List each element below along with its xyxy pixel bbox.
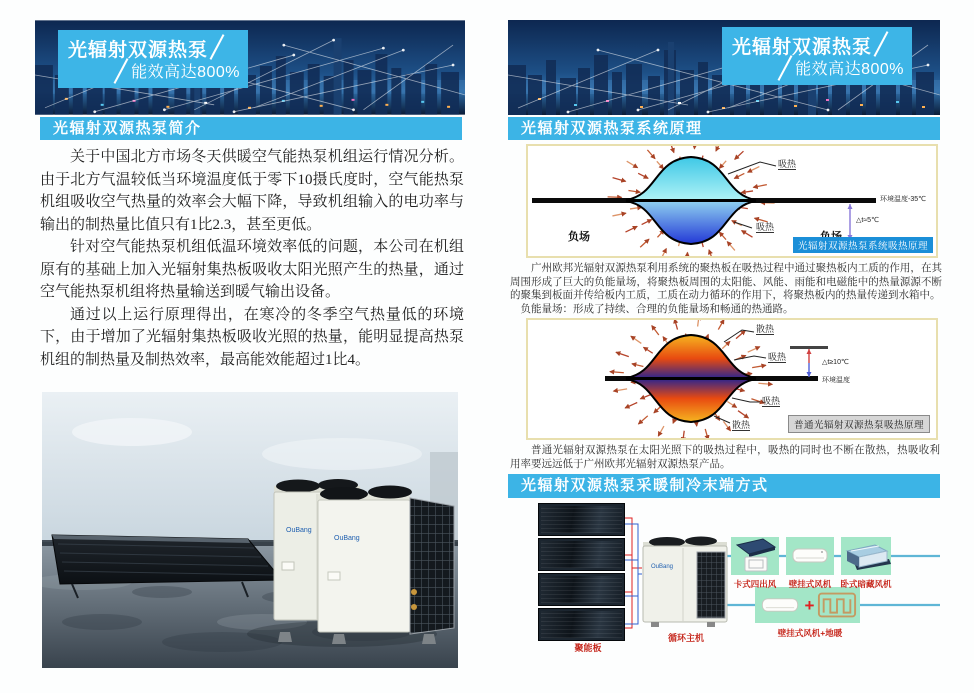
banner-subtitle: 能效高达800% [131,64,240,81]
banner-title-box [58,30,248,88]
banner-title: 光辐射双源热泵 [732,37,873,58]
slash-decoration [114,58,129,84]
field-paragraph: 负能量场：形成了持续、合理的负能量场和畅通的热通路。 [520,303,794,315]
floor-heating-icon [817,591,857,619]
absorb-label-bottom: 吸热 [756,222,775,232]
plus-sign: + [804,595,815,615]
section-title-intro: 光辐射双源热泵简介 [40,117,462,140]
banner-title-box [722,27,912,85]
ordinary-description [510,444,940,471]
diagram-system-absorb [526,144,938,258]
heat-blob-top [626,335,756,378]
intro-paragraph: 关于中国北方市场冬天供暖空气能热泵机组运行情况分析。由于北方气温较低当环境温度低于零下10摄氏度时，空气能热泵机组吸收空气热量的效率会大幅下降，导致机组输入的电功率与输出的制热量比值只有1比2.3，甚至更低。 [40,149,464,233]
slash-decoration [874,31,889,57]
slash-decoration [778,55,793,81]
banner-left [35,20,465,115]
brand-logo: OuBang [286,527,312,534]
unit-grille [410,498,454,634]
cassette-unit [731,537,779,575]
wall-unit-icon [758,590,802,620]
collector-panel [538,573,625,606]
brand-logo: OuBang [651,564,674,570]
delta-t-label: △t≈5℃ [856,217,879,224]
combo-label: 壁挂式风机+地暖 [777,628,843,638]
section-title-system-principle: 光辐射双源热泵系统原理 [508,117,940,140]
intro-text [40,146,464,371]
absorb-label-lower: 吸热 [762,396,781,406]
unit-grille [697,552,725,618]
negative-field-left: 负场 [568,231,590,243]
ambient-temp-label: 环境温度-35℃ [880,196,926,203]
ambient-temp-label: 环境温度 [822,377,850,384]
diagram-ordinary-absorb [526,318,938,440]
terminal-diagram [508,500,940,672]
collector-panel [538,503,625,536]
diagram-caption: 普通光辐射双源热泵吸热原理 [788,415,930,433]
absorb-label-top: 吸热 [778,159,797,169]
cassette-label: 卡式四出风 [733,579,777,589]
wall-mounted-unit [786,537,834,575]
banner-subtitle: 能效高达800% [795,61,904,78]
ducted-unit-icon [841,537,891,575]
intro-paragraph: 针对空气能热泵机组低温环境效率低的问题，本公司在机组原有的基础上加入光辐射集热板吸收太阳光照产生的热量，通过空气能热泵机组将热量输送到暖气输出设备。 [40,239,464,300]
ordinary-paragraph: 普通光辐射双源热泵在太阳光照下的吸热过程中，吸热的同时也不断在散热，热吸收利用率要远远低于广州欧邦光辐射双源热泵产品。 [510,445,940,470]
heat-pump-units [274,479,454,644]
cassette-icon [731,537,779,575]
slash-decoration [210,34,225,60]
dissipate-label-bottom: 散热 [732,420,751,430]
wall-unit-label: 壁挂式风机 [788,579,832,589]
banner-title: 光辐射双源热泵 [68,40,209,61]
combo-unit [755,587,860,623]
brand-logo: OuBang [334,535,360,542]
energy-field-top [626,157,756,200]
main-unit-label: 循环主机 [667,633,704,643]
dissipate-label-top: 散热 [756,324,775,334]
delta-t-label: △t≥10℃ [822,359,849,366]
rooftop-photo [42,392,458,668]
collector-label: 聚能板 [574,643,602,653]
collector-panel [538,608,625,641]
ducted-unit [841,537,891,575]
system-paragraph: 广州欧邦光辐射双源热泵利用系统的聚热板在吸热过程中通过聚热板内工质的作用，在其周围形成了巨大的负能量场，将聚热板周围的太阳能、风能、雨能和电磁能中的热量源源不断的聚集到板面并传给板内工质，工质在动力循环的作用下，将聚热板内的热量传递到水箱中。 [510,263,942,301]
absorb-label-right: 吸热 [768,352,787,362]
collector-panel [538,538,625,571]
main-unit [641,532,729,628]
banner-right [508,20,940,115]
heat-blob-bottom [626,379,756,422]
diagram-caption: 光辐射双源热泵系统吸热原理 [793,237,933,253]
ducted-unit-label: 卧式暗藏风机 [840,579,892,589]
system-description [510,262,942,316]
section-title-terminal: 光辐射双源热泵采暖制冷末端方式 [508,474,940,498]
intro-paragraph: 通过以上运行原理得出，在寒冷的冬季空气热量低的环境下，由于增加了光辐射集热板吸收光照的热量，能明显提高热泵机组的制热量及制热效率，最高能效能超过1比4。 [40,306,464,368]
wall-unit-icon [786,537,834,575]
